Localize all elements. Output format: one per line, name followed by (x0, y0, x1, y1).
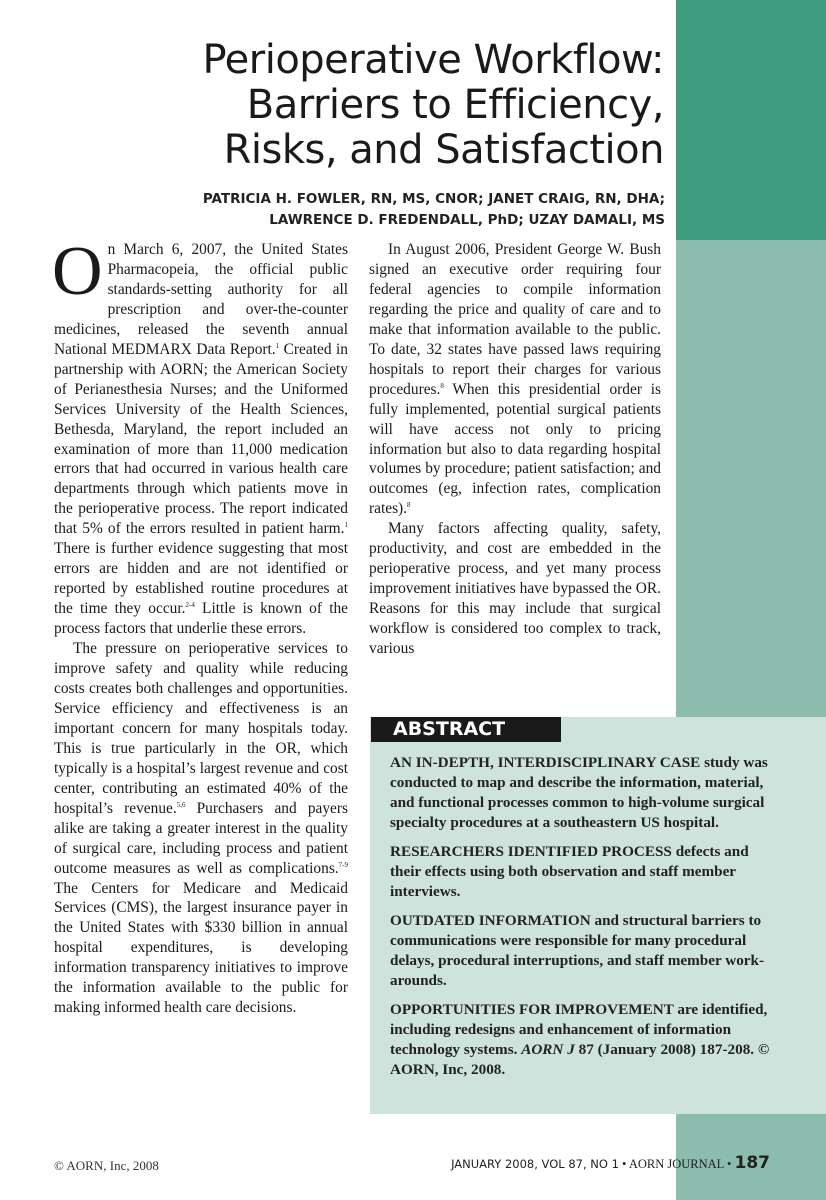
footer-issue-info: JANUARY 2008, VOL 87, NO 1 • AORN JOURNAL • 187 (451, 1153, 770, 1173)
title-line-2: Barriers to Efficiency, (246, 82, 664, 128)
author-list (120, 189, 665, 231)
body-column-left (52, 233, 349, 1018)
abstract-paragraph: OPPORTUNITIES FOR IMPROVEMENT are identified, including redesigns and enhancement of information technology systems. AORN J 87 (January 2008) 187-208. © AORN, Inc, 2008. (390, 1001, 770, 1078)
paragraph-3: In August 2006, President George W. Bush signed an executive order requiring four federal agencies to compile information regarding the price and quality of care and to make that information available to the public. To date, 32 states have passed laws requiring hospitals to report their charges for various procedures.$^8$ When this presidential order is fully implemented, potential surgical patients will have access not only to pricing information but also to data regarding hospital volumes by procedure; patient satisfaction; and outcomes (eg, infection rates, complication rates).$^8$ (369, 241, 661, 518)
reference-marker: 7-9 (338, 860, 348, 869)
issue-label: JANUARY 2008, VOL 87, NO 1 (451, 1157, 619, 1171)
drop-cap: O (52, 233, 103, 310)
abstract-paragraph: OUTDATED INFORMATION and structural barriers to communications were responsible for many procedural delays, procedural interruptions, and staff member work-arounds. (390, 912, 765, 989)
article-title (140, 38, 664, 173)
reference-marker: 5,6 (176, 800, 186, 809)
abstract-heading: ABSTRACT (371, 717, 561, 742)
abstract-paragraph: RESEARCHERS IDENTIFIED PROCESS defects and their effects using both observation and staff member interviews. (390, 843, 749, 900)
page-number: 187 (734, 1153, 770, 1173)
reference-marker: 1 (275, 341, 280, 350)
title-line-1: Perioperative Workflow: (202, 37, 664, 83)
abstract-body (390, 753, 774, 1089)
footer-copyright: © AORN, Inc, 2008 (54, 1158, 159, 1173)
paragraph-2: The pressure on perioperative services to improve safety and quality while reducing costs creates both challenges and opportunities. Service efficiency and effectiveness is an important concern for many hospitals today. This is true particularly in the OR, which typically is a hospital’s largest revenue and cost center, contributing an estimated 40% of the hospital’s revenue.$^{5,6}$ Purchasers and payers alike are taking a greater interest in the quality of surgical care, including process and patient outcome measures as well as complications.$^{7-9}$ The Centers for Medicare and Medicaid Services (CMS), the largest insurance payer in the United States with $330 billion in annual hospital expenditures, is developing information transparency initiatives to improve the information available to the public for making informed health care decisions. (54, 640, 348, 1017)
reference-marker: 8 (440, 381, 444, 390)
journal-name: AORN JOURNAL (628, 1157, 724, 1171)
side-color-band-top (676, 0, 826, 240)
journal-abbrev: AORN J (521, 1041, 575, 1058)
paragraph-1: On March 6, 2007, the United States Pharmacopeia, the official public standards-setting authority for all prescription and over-the-counter medicines, released the seventh annual National MEDMARX Data Report.$^1$ Created in partnership with AORN; the American Society of Perianesthesia Nurses; and the Uniformed Services University of the Health Sciences, Bethesda, Maryland, the report included an examination of more than 11,000 medication errors that had occurred in various health care departments through which patients move in the perioperative process. The report indicated that 5% of the errors resulted in patient harm.$^1$ There is further evidence suggesting that most errors are hidden and are not identified or reported by established routine procedures at the time they occur.$^{2-4}$ Little is known of the process factors that underlie these errors. (52, 233, 349, 638)
reference-marker: 2-4 (185, 601, 195, 610)
reference-marker: 1 (344, 521, 348, 530)
reference-marker: 8 (407, 501, 411, 510)
paragraph-4: Many factors affecting quality, safety, productivity, and cost are embedded in the perioperative process, and yet many process improvement initiatives have bypassed the OR. Reasons for this may include that surgical workflow is considered too complex to track, various (369, 520, 661, 658)
authors-line-1: PATRICIA H. FOWLER, RN, MS, CNOR; JANET CRAIG, RN, DHA; (202, 191, 665, 207)
title-line-3: Risks, and Satisfaction (223, 127, 664, 173)
abstract-paragraph: AN IN-DEPTH, INTERDISCIPLINARY CASE study was conducted to map and describe the information, material, and functional processes common to high-volume surgical specialty procedures at a southeastern US hospital. (390, 754, 768, 831)
authors-line-2: LAWRENCE D. FREDENDALL, PhD; UZAY DAMALI, MS (269, 212, 665, 228)
body-column-right (369, 240, 661, 659)
